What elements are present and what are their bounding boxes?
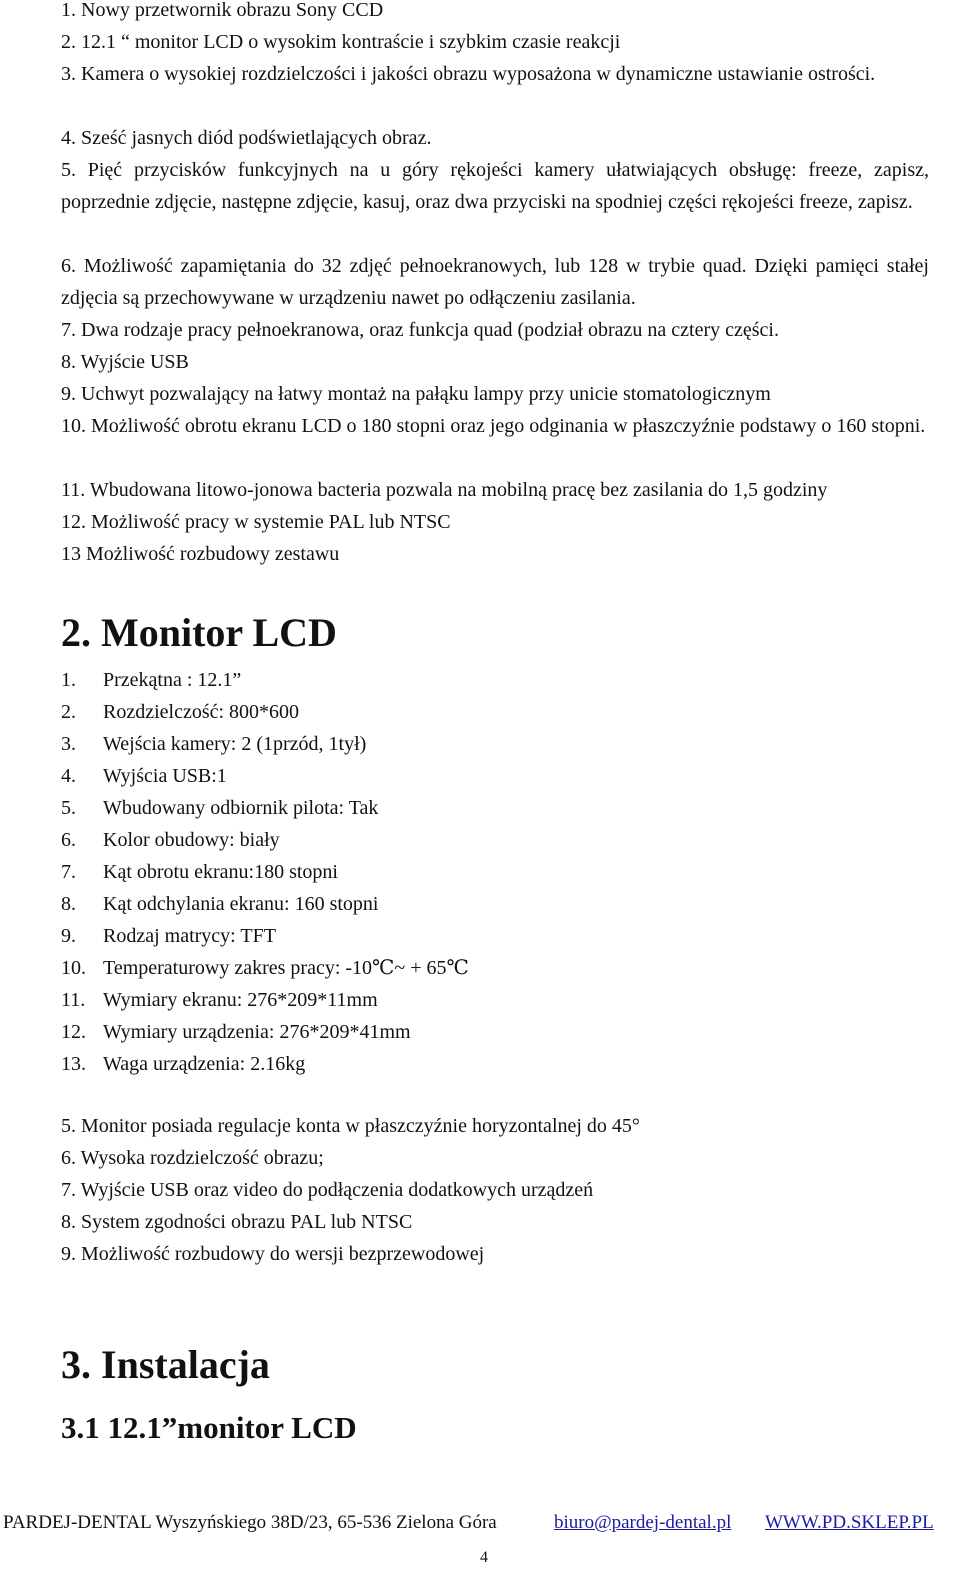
footer-website-link[interactable]: WWW.PD.SKLEP.PL (765, 1512, 934, 1533)
spec-item (61, 888, 379, 920)
spec-text: Wyjścia USB:1 (103, 765, 227, 787)
spec-number: 1. (61, 669, 76, 691)
spec-number: 12. (61, 1021, 86, 1043)
intro-item: 12. Możliwość pracy w systemie PAL lub NTSC (61, 511, 451, 533)
subsection-heading-monitor: 3.1 12.1”monitor LCD (61, 1410, 357, 1445)
section-heading-installation: 3. Instalacja (61, 1342, 270, 1387)
spec-item (61, 664, 241, 696)
spec-item (61, 856, 338, 888)
spec-text: Temperaturowy zakres pracy: -10℃~ + 65℃ (103, 957, 469, 979)
page-footer (0, 1511, 960, 1535)
spec-item (61, 984, 378, 1016)
spec-item (61, 760, 227, 792)
page-number: 4 (480, 1549, 488, 1566)
feature-item: 6. Wysoka rozdzielczość obrazu; (61, 1147, 324, 1169)
footer-email-link[interactable]: biuro@pardej-dental.pl (554, 1512, 732, 1533)
spec-text: Wbudowany odbiornik pilota: Tak (103, 797, 379, 819)
spec-item (61, 728, 366, 760)
spec-text: Przekątna : 12.1” (103, 669, 242, 691)
spec-number: 9. (61, 925, 76, 947)
spec-number: 7. (61, 861, 76, 883)
intro-item: 3. Kamera o wysokiej rozdzielczości i jakości obrazu wyposażona w dynamiczne ustawianie ostrości. (61, 63, 876, 85)
intro-item: 11. Wbudowana litowo-jonowa bacteria pozwala na mobilną pracę bez zasilania do 1,5 godziny (61, 479, 828, 501)
intro-item: 4. Sześć jasnych diód podświetlających obraz. (61, 127, 432, 149)
spec-text: Wymiary urządzenia: 276*209*41mm (103, 1021, 411, 1043)
feature-item: 5. Monitor posiada regulacje konta w płaszczyźnie horyzontalnej do 45° (61, 1115, 640, 1137)
spec-text: Kąt obrotu ekranu:180 stopni (103, 861, 338, 883)
spec-text: Kolor obudowy: biały (103, 829, 280, 851)
spec-number: 8. (61, 893, 76, 915)
spec-number: 2. (61, 701, 76, 723)
intro-item: 8. Wyjście USB (61, 351, 189, 373)
intro-item: 7. Dwa rodzaje pracy pełnoekranowa, oraz funkcja quad (podział obrazu na cztery części. (61, 319, 779, 341)
feature-item: 8. System zgodności obrazu PAL lub NTSC (61, 1211, 413, 1233)
spec-item (61, 952, 469, 984)
spec-text: Kąt odchylania ekranu: 160 stopni (103, 893, 379, 915)
spec-number: 5. (61, 797, 76, 819)
footer-address: PARDEJ-DENTAL Wyszyńskiego 38D/23, 65-536 Zielona Góra (3, 1512, 497, 1533)
spec-item (61, 696, 299, 728)
spec-text: Wymiary ekranu: 276*209*11mm (103, 989, 378, 1011)
spec-text: Rozdzielczość: 800*600 (103, 701, 300, 723)
spec-number: 11. (61, 989, 86, 1011)
spec-item (61, 824, 280, 856)
feature-item: 7. Wyjście USB oraz video do podłączenia dodatkowych urządzeń (61, 1179, 594, 1201)
spec-number: 3. (61, 733, 76, 755)
feature-item: 9. Możliwość rozbudowy do wersji bezprzewodowej (61, 1243, 485, 1265)
spec-item (61, 1016, 411, 1048)
spec-text: Waga urządzenia: 2.16kg (103, 1053, 306, 1075)
spec-item (61, 792, 378, 824)
intro-item: 5. Pięć przycisków funkcyjnych na u góry rękojeści kamery ułatwiających obsługę: freeze, zapisz, poprzednie zdjęcie, następne zdjęcie, kasuj, oraz dwa przyciski na spodniej części rękojeści freeze, zapisz. (61, 159, 929, 213)
spec-text: Wejścia kamery: 2 (1przód, 1tył) (103, 733, 367, 755)
intro-item: 6. Możliwość zapamiętania do 32 zdjęć pełnoekranowych, lub 128 w trybie quad. Dzięki pamięci stałej zdjęcia są przechowywane w urządzeniu nawet po odłączeniu zasilania. (61, 255, 929, 309)
spec-text: Rodzaj matrycy: TFT (103, 925, 276, 947)
spec-number: 4. (61, 765, 76, 787)
intro-item: 1. Nowy przetwornik obrazu Sony CCD (61, 0, 384, 21)
section-heading-monitor: 2. Monitor LCD (61, 610, 337, 655)
spec-number: 13. (61, 1053, 86, 1075)
spec-number: 6. (61, 829, 76, 851)
spec-item (61, 1048, 305, 1080)
intro-item: 13 Możliwość rozbudowy zestawu (61, 543, 340, 565)
spec-item (61, 920, 276, 952)
intro-item: 9. Uchwyt pozwalający na łatwy montaż na pałąku lampy przy unicie stomatologicznym (61, 383, 771, 405)
intro-item: 2. 12.1 “ monitor LCD o wysokim kontraście i szybkim czasie reakcji (61, 31, 621, 53)
spec-number: 10. (61, 957, 86, 979)
intro-item: 10. Możliwość obrotu ekranu LCD o 180 stopni oraz jego odginania w płaszczyźnie podstawy o 160 stopni. (61, 415, 926, 437)
